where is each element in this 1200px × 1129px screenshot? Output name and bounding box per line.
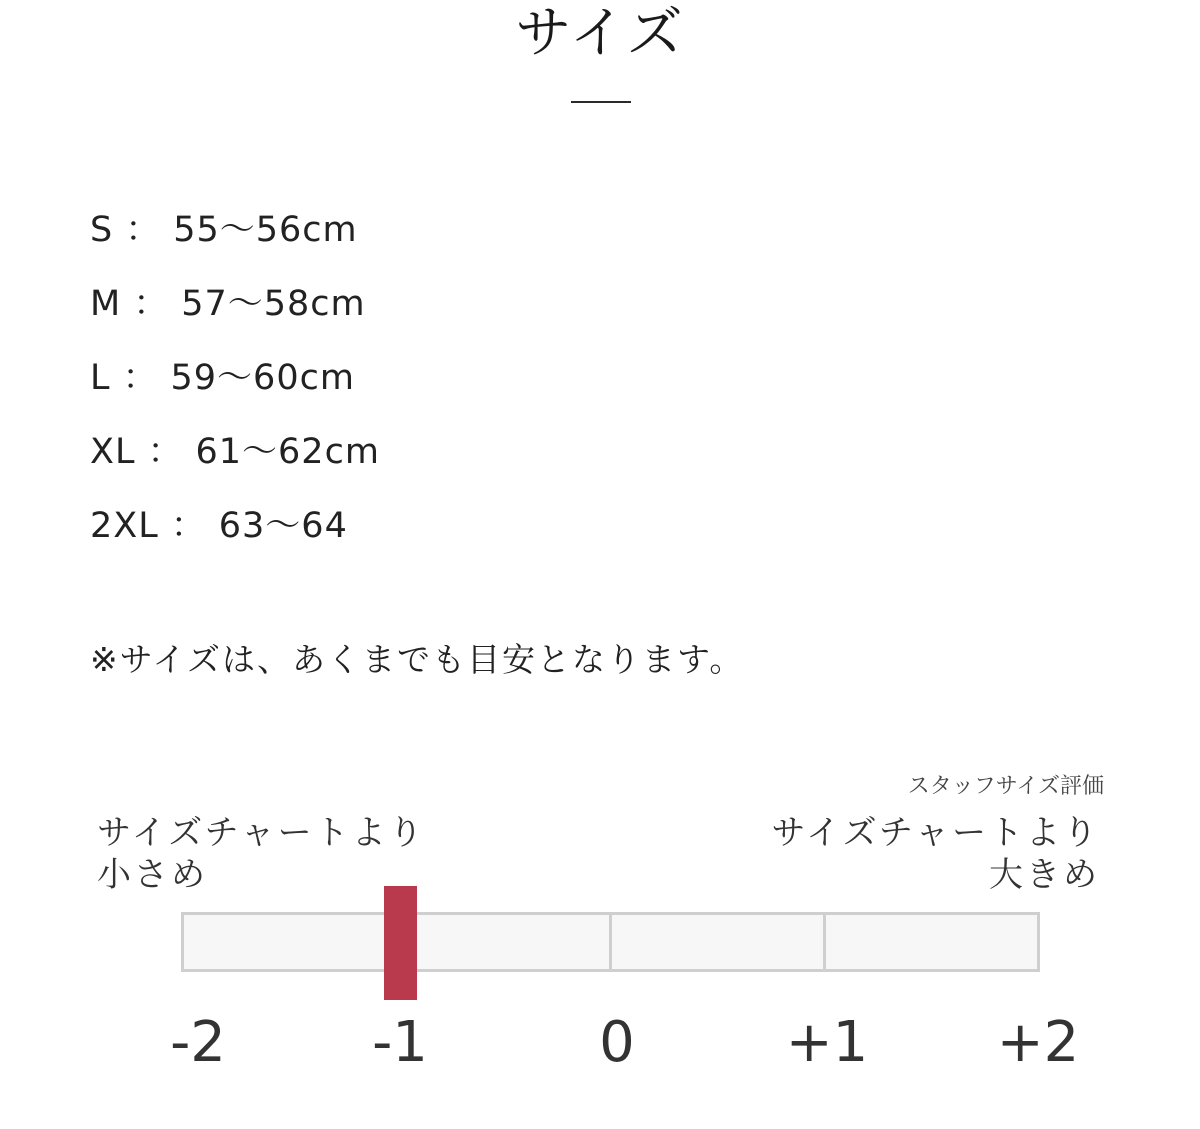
tick-label-minus-1: -1 [372,1010,428,1075]
tick-label-plus-2: +2 [996,1010,1080,1075]
rating-marker [384,886,417,1000]
scale-divider [609,915,612,969]
size-row-xl [90,415,380,489]
size-list [90,193,380,563]
size-separator: ： [170,506,207,546]
size-row-m [90,267,380,341]
smaller-label [97,812,426,896]
rating-scale-bar [181,912,1040,972]
page-title: サイズ [515,1,685,66]
tick-label-zero: 0 [599,1010,635,1075]
size-range: 59〜60cm [170,358,355,398]
size-range: 61〜62cm [195,432,380,472]
size-row-l [90,341,380,415]
smaller-label-line2: 小さめ [97,855,208,895]
size-range: 57〜58cm [181,284,366,324]
size-note: ※サイズは、あくまでも目安となります。 [90,640,745,679]
larger-label-line1: サイズチャートより [771,813,1100,853]
size-separator: ： [125,210,162,250]
size-label: M [90,284,122,324]
size-label: 2XL [90,506,159,546]
larger-label [771,812,1100,896]
title-underline [571,101,631,103]
scale-divider [823,915,826,969]
size-label: S [90,210,114,250]
size-label: L [90,358,111,398]
size-separator: ： [122,358,159,398]
size-range: 63〜64 [218,506,348,546]
tick-label-plus-1: +1 [785,1010,869,1075]
staff-rating-caption: スタッフサイズ評価 [907,774,1104,799]
size-range: 55〜56cm [173,210,358,250]
size-row-2xl [90,489,380,563]
size-row-s [90,193,380,267]
smaller-label-line1: サイズチャートより [97,813,426,853]
tick-label-minus-2: -2 [170,1010,226,1075]
larger-label-line2: 大きめ [989,855,1100,895]
size-separator: ： [147,432,184,472]
size-label: XL [90,432,136,472]
size-separator: ： [133,284,170,324]
